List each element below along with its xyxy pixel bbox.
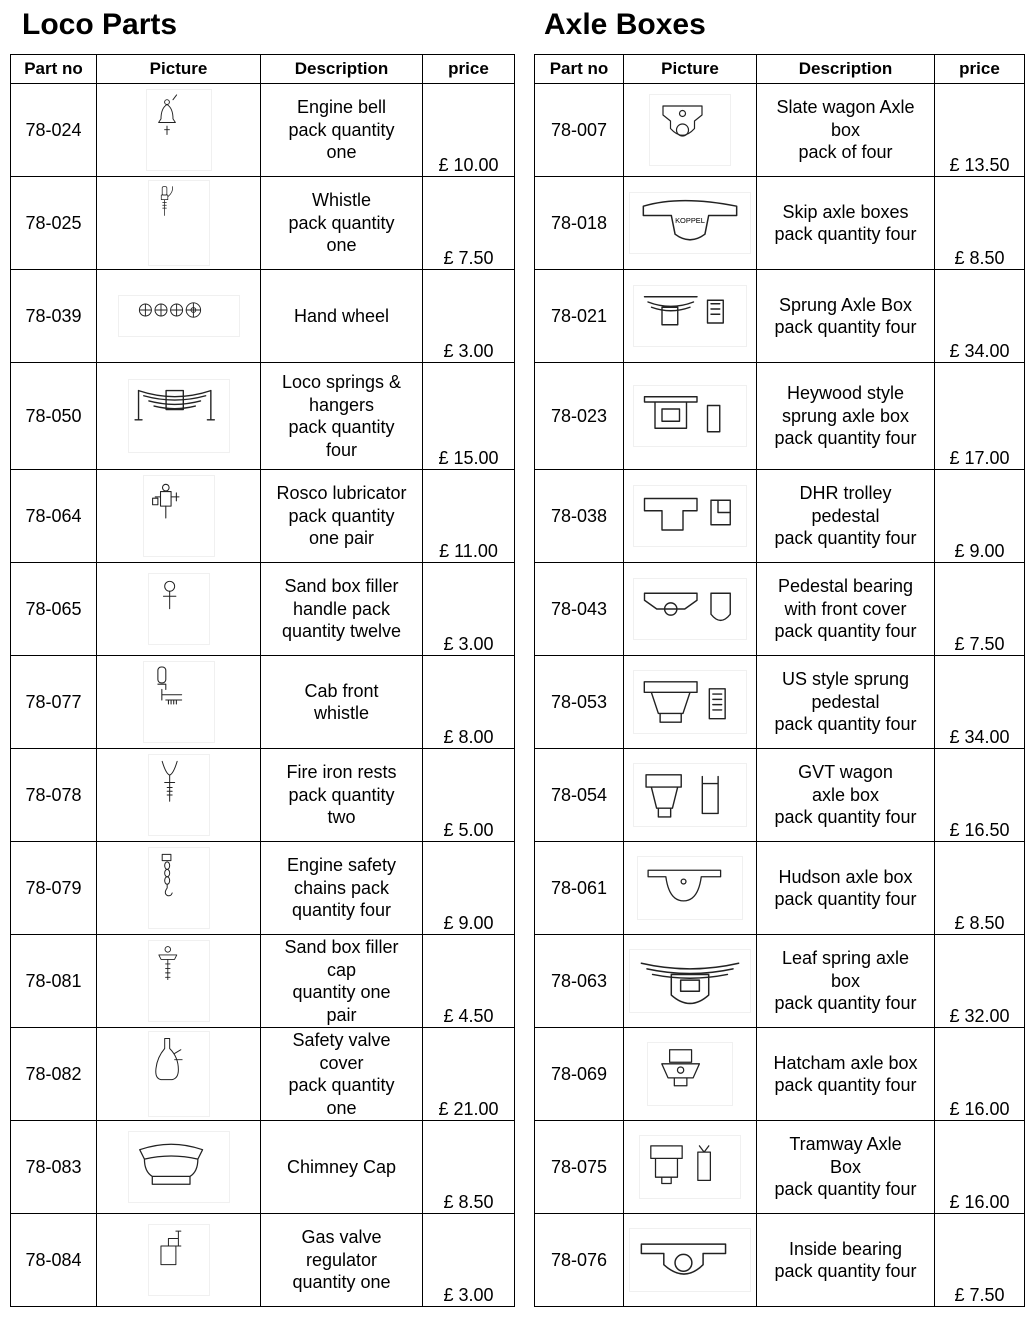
table-row [535,1028,1025,1121]
part-picture [97,363,261,470]
part-description [261,270,423,363]
part-description [757,1121,935,1214]
part-description [757,470,935,563]
part-description [261,935,423,1028]
part-number: 78-075 [535,1121,624,1214]
table-row [535,270,1025,363]
part-price: £ 15.00 [423,363,515,470]
part-picture [97,84,261,177]
part-picture [97,842,261,935]
description-text: Cab front whistle [304,680,379,723]
tramway-axle-box-icon [639,1135,741,1199]
loco-springs-icon [128,379,230,453]
description-text: Sand box filler handle pack quantity twelve [281,576,402,642]
maker-mark: KOPPEL [675,216,705,225]
part-picture [624,656,757,749]
header-description: Description [757,55,935,84]
table-row [535,84,1025,177]
inside-bearing-icon [629,1228,751,1292]
part-number: 78-065 [11,563,97,656]
part-description [261,177,423,270]
table-row [11,84,515,177]
part-price: £ 34.00 [935,270,1025,363]
part-number: 78-061 [535,842,624,935]
part-picture [97,1214,261,1307]
part-number: 78-043 [535,563,624,656]
part-number: 78-063 [535,935,624,1028]
part-number: 78-084 [11,1214,97,1307]
description-text: DHR trolley pedestal pack quantity four [774,483,917,549]
description-text: Pedestal bearing with front cover pack quantity four [774,576,917,642]
part-price: £ 9.00 [423,842,515,935]
table-row [535,656,1025,749]
part-description [757,935,935,1028]
part-picture [624,84,757,177]
part-description [757,84,935,177]
part-picture [624,749,757,842]
description-text: Safety valve cover pack quantity one [288,1030,395,1118]
part-number: 78-053 [535,656,624,749]
hatcham-axle-box-icon [647,1042,733,1106]
header-part-no: Part no [535,55,624,84]
loco-parts-heading: Loco Parts [22,8,178,41]
header-description: Description [261,55,423,84]
part-number: 78-081 [11,935,97,1028]
part-number: 78-025 [11,177,97,270]
chimney-cap-icon [128,1131,230,1203]
table-row [11,935,515,1028]
description-text: Rosco lubricator pack quantity one pair [276,483,407,549]
axle-boxes-table [534,54,1025,1307]
part-price: £ 8.50 [423,1121,515,1214]
table-row [11,1121,515,1214]
part-picture [624,1214,757,1307]
description-text: Engine bell pack quantity one [288,97,395,163]
part-picture [97,563,261,656]
header-row [11,55,515,84]
description-text: Chimney Cap [286,1156,397,1177]
part-price: £ 21.00 [423,1028,515,1121]
part-description [757,270,935,363]
part-price: £ 13.50 [935,84,1025,177]
part-picture [624,1028,757,1121]
loco-parts-table [10,54,515,1307]
part-number: 78-069 [535,1028,624,1121]
part-price: £ 7.50 [935,1214,1025,1307]
part-picture [624,1121,757,1214]
part-price: £ 17.00 [935,363,1025,470]
part-picture [624,177,757,270]
part-description [757,363,935,470]
engine-bell-icon [146,89,212,171]
description-text: Loco springs & hangers pack quantity four [281,372,402,460]
filler-handle-icon [148,573,210,645]
dhr-pedestal-icon [633,485,747,547]
part-price: £ 32.00 [935,935,1025,1028]
part-picture [624,470,757,563]
part-price: £ 8.50 [935,842,1025,935]
part-number: 78-064 [11,470,97,563]
part-number: 78-082 [11,1028,97,1121]
description-text: Gas valve regulator quantity one [292,1227,391,1293]
part-price: £ 16.00 [935,1028,1025,1121]
table-row [535,177,1025,270]
sprung-axle-box-icon [633,285,747,347]
part-number: 78-007 [535,84,624,177]
part-picture [624,935,757,1028]
part-picture [624,842,757,935]
part-price: £ 16.00 [935,1121,1025,1214]
part-price: £ 34.00 [935,656,1025,749]
description-text: Inside bearing pack quantity four [774,1238,917,1281]
part-picture [97,1121,261,1214]
table-row [535,749,1025,842]
description-text: GVT wagon axle box pack quantity four [774,762,917,828]
heywood-axle-box-icon [633,385,747,447]
table-row [11,1214,515,1307]
part-number: 78-077 [11,656,97,749]
skip-axle-box-icon [629,192,751,254]
part-price: £ 8.50 [935,177,1025,270]
part-price: £ 4.50 [423,935,515,1028]
part-description [261,1214,423,1307]
description-text: Sand box filler cap quantity one pair [284,937,399,1025]
part-description [261,84,423,177]
part-picture [97,749,261,842]
hand-wheel-icon [118,295,240,337]
header-picture: Picture [97,55,261,84]
part-picture [97,1028,261,1121]
part-price: £ 10.00 [423,84,515,177]
lubricator-icon [143,475,215,557]
table-row [535,935,1025,1028]
part-description [757,177,935,270]
table-row [535,1121,1025,1214]
fire-iron-rest-icon [148,754,210,836]
part-description [757,1214,935,1307]
part-price: £ 16.50 [935,749,1025,842]
part-description [757,1028,935,1121]
leaf-spring-axle-box-icon [629,949,751,1013]
description-text: Tramway Axle Box pack quantity four [774,1134,917,1200]
table-row [11,363,515,470]
loco-parts-section [10,0,514,1307]
filler-cap-icon [148,940,210,1022]
part-description [261,1028,423,1121]
part-description [261,656,423,749]
description-text: Fire iron rests pack quantity two [286,762,397,828]
table-row [535,363,1025,470]
part-description [757,842,935,935]
part-number: 78-050 [11,363,97,470]
part-picture [97,656,261,749]
us-sprung-pedestal-icon [633,670,747,734]
part-picture [97,270,261,363]
part-description [757,563,935,656]
part-number: 78-083 [11,1121,97,1214]
header-price: price [423,55,515,84]
table-row [11,749,515,842]
part-picture [624,563,757,656]
part-description [261,842,423,935]
part-description [261,363,423,470]
part-picture [97,177,261,270]
header-part-no: Part no [11,55,97,84]
description-text: Hatcham axle box pack quantity four [773,1052,918,1095]
header-picture: Picture [624,55,757,84]
pedestal-bearing-icon [633,578,747,640]
part-number: 78-054 [535,749,624,842]
table-row [11,177,515,270]
part-price: £ 9.00 [935,470,1025,563]
description-text: Skip axle boxes pack quantity four [774,201,917,244]
part-number: 78-038 [535,470,624,563]
table-row [535,563,1025,656]
part-number: 78-023 [535,363,624,470]
part-price: £ 7.50 [935,563,1025,656]
description-text: Hudson axle box pack quantity four [774,866,917,909]
header-price: price [935,55,1025,84]
table-row [535,470,1025,563]
description-text: Whistle pack quantity one [288,190,395,256]
table-row [11,563,515,656]
part-description [261,563,423,656]
part-description [261,1121,423,1214]
description-text: US style sprung pedestal pack quantity four [774,669,917,735]
cab-whistle-icon [143,661,215,743]
part-number: 78-079 [11,842,97,935]
part-description [261,749,423,842]
description-text: Engine safety chains pack quantity four [286,855,397,921]
part-description [757,656,935,749]
table-row [535,842,1025,935]
part-description [757,749,935,842]
table-row [11,842,515,935]
axle-boxes-heading: Axle Boxes [544,8,706,41]
part-number: 78-018 [535,177,624,270]
table-row [11,270,515,363]
hudson-axle-box-icon [637,856,743,920]
part-number: 78-024 [11,84,97,177]
part-picture [97,470,261,563]
part-number: 78-039 [11,270,97,363]
gas-valve-icon [148,1224,210,1296]
part-number: 78-078 [11,749,97,842]
part-price: £ 3.00 [423,270,515,363]
axle-boxes-section [534,0,1024,1307]
part-price: £ 11.00 [423,470,515,563]
whistle-icon [148,180,210,266]
part-description [261,470,423,563]
part-picture [97,935,261,1028]
safety-valve-cover-icon [148,1031,210,1117]
safety-chain-icon [148,847,210,929]
description-text: Hand wheel [293,305,390,326]
part-price: £ 3.00 [423,563,515,656]
table-row [11,470,515,563]
part-number: 78-021 [535,270,624,363]
part-price: £ 8.00 [423,656,515,749]
table-row [535,1214,1025,1307]
table-row [11,1028,515,1121]
part-number: 78-076 [535,1214,624,1307]
description-text: Heywood style sprung axle box pack quantity four [774,383,917,449]
part-price: £ 3.00 [423,1214,515,1307]
header-row [535,55,1025,84]
part-price: £ 5.00 [423,749,515,842]
part-price: £ 7.50 [423,177,515,270]
description-text: Slate wagon Axle box pack of four [776,97,915,163]
description-text: Leaf spring axle box pack quantity four [774,948,917,1014]
description-text: Sprung Axle Box pack quantity four [774,294,917,337]
table-row [11,656,515,749]
part-picture [624,270,757,363]
gvt-axle-box-icon [633,763,747,827]
slate-wagon-axle-box-icon [649,94,731,166]
part-picture [624,363,757,470]
